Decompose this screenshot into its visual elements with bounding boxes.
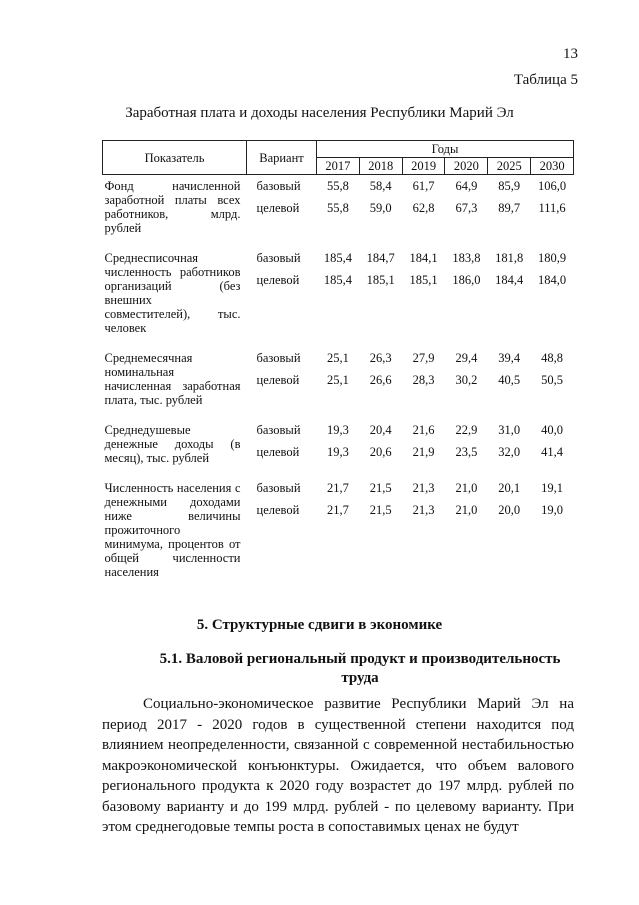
value-cell [317,175,360,248]
header-year: 2030 [531,158,574,175]
value-text: 20,0 [498,503,521,517]
value-text: 19,3 [326,445,349,459]
value-text: 22,9 [455,423,478,437]
value-text: 64,9 [455,179,478,193]
variant-name: целевой [256,273,300,287]
value-cell [359,477,402,591]
header-year: 2017 [317,158,360,175]
value-text: 62,8 [412,201,435,215]
header-year: 2020 [445,158,488,175]
value-cell [445,477,488,591]
value-cell [317,347,360,419]
value-text: 185,1 [409,273,438,287]
value-cell [445,175,488,248]
value-text: 89,7 [498,201,521,215]
value-cell [531,419,574,477]
value-text: 30,2 [455,373,478,387]
value-text: 61,7 [412,179,435,193]
variant-cell [247,247,317,347]
variant-name: базовый [256,481,301,495]
value-cell [531,347,574,419]
value-text: 19,0 [541,503,563,517]
indicator-cell: Фонд начисленной заработной платы всех работников, млрд. рублей [104,179,241,235]
body-paragraph: Социально-экономическое развитие Республики Марий Эл на период 2017 - 2020 годов в существенной степени находится под влиянием неопределенности, связанной с современной нестабильностью макроэкономической конъюнктуры. Ожидается, что объем валового регионального продукта к 2020 году возрастет до 197 млрд. рублей по базовому варианту и до 199 млрд. рублей - по целевому варианту. При этом среднегодовые темпы роста в сопоставимых ценах не будут [102,696,574,835]
value-cell [531,477,574,591]
value-text: 32,0 [498,445,521,459]
variant-name: базовый [256,351,301,365]
value-text: 20,4 [369,423,392,437]
value-cell [317,477,360,591]
value-text: 40,0 [541,423,563,437]
value-text: 25,1 [326,373,349,387]
value-cell [317,419,360,477]
table-caption: Таблица 5 [513,72,578,88]
value-text: 184,7 [366,251,395,265]
value-cell [488,419,531,477]
value-text: 19,3 [326,423,349,437]
value-cell [488,247,531,347]
value-text: 26,6 [369,373,392,387]
value-cell [359,419,402,477]
value-text: 58,4 [369,179,392,193]
value-cell [445,247,488,347]
value-cell [402,419,445,477]
variant-cell [247,477,317,591]
value-text: 184,4 [495,273,524,287]
variant-name: базовый [256,179,301,193]
value-text: 111,6 [538,201,566,215]
value-text: 59,0 [369,201,392,215]
table-title: Заработная плата и доходы населения Республики Марий Эл [125,105,514,121]
value-text: 183,8 [452,251,481,265]
value-cell [317,247,360,347]
table-row [103,247,574,347]
value-text: 55,8 [326,201,349,215]
value-text: 29,4 [455,351,478,365]
value-text: 55,8 [326,179,349,193]
value-text: 27,9 [412,351,435,365]
variant-name: целевой [256,503,300,517]
value-cell [359,175,402,248]
indicator-cell: Среднедушевые денежные доходы (в месяц), тыс. рублей [104,423,241,465]
value-text: 184,0 [538,273,567,287]
value-cell [402,477,445,591]
value-text: 31,0 [498,423,521,437]
value-text: 185,4 [323,273,352,287]
value-text: 21,3 [412,503,435,517]
indicator-cell: Среднесписочная численность работников организаций (без внешних совместителей), тыс. человек [104,251,241,335]
header-year: 2025 [488,158,531,175]
variant-cell [247,347,317,419]
value-text: 41,4 [541,445,563,459]
value-cell [402,247,445,347]
value-text: 21,3 [412,481,435,495]
value-text: 39,4 [498,351,521,365]
value-text: 186,0 [452,273,481,287]
value-text: 21,7 [326,481,349,495]
value-text: 67,3 [455,201,478,215]
value-text: 19,1 [541,481,563,495]
value-text: 185,4 [323,251,352,265]
header-variant: Вариант [247,141,317,175]
value-text: 21,6 [412,423,435,437]
value-text: 26,3 [369,351,392,365]
variant-cell [247,419,317,477]
section-heading: 5. Структурные сдвиги в экономике [196,617,443,633]
header-years: Годы [317,141,574,158]
value-text: 180,9 [538,251,567,265]
value-cell [531,175,574,248]
value-cell [359,347,402,419]
header-indicator: Показатель [103,141,247,175]
table-row [103,175,574,248]
indicator-cell: Среднемесячная номинальная начисленная заработная плата, тыс. рублей [104,351,241,407]
value-text: 40,5 [498,373,521,387]
table-header-row [103,141,574,158]
value-text: 21,0 [455,481,478,495]
value-text: 50,5 [541,373,563,387]
variant-cell [247,175,317,248]
value-text: 20,6 [369,445,392,459]
value-text: 181,8 [495,251,524,265]
value-text: 85,9 [498,179,521,193]
value-cell [402,347,445,419]
value-text: 21,9 [412,445,435,459]
value-text: 21,0 [455,503,478,517]
value-text: 21,7 [326,503,349,517]
table-row [103,347,574,419]
variant-name: базовый [256,423,301,437]
variant-name: базовый [256,251,301,265]
table-row [103,477,574,591]
value-text: 48,8 [541,351,563,365]
value-text: 185,1 [366,273,395,287]
value-cell [488,477,531,591]
value-cell [402,175,445,248]
value-cell [359,247,402,347]
value-cell [531,247,574,347]
header-year: 2019 [402,158,445,175]
value-text: 21,5 [369,481,392,495]
value-text: 21,5 [369,503,392,517]
value-text: 20,1 [498,481,521,495]
value-cell [488,175,531,248]
value-text: 25,1 [326,351,349,365]
table-row [103,419,574,477]
value-cell [445,347,488,419]
value-cell [488,347,531,419]
indicator-cell: Численность населения с денежными доходами ниже величины прожиточного минимума, процентов от общей численности населения [104,481,241,579]
value-text: 23,5 [455,445,478,459]
value-cell [445,419,488,477]
salary-income-table [102,140,574,591]
header-year: 2018 [359,158,402,175]
subsection-heading: 5.1. Валовой региональный продукт и производительность труда [159,651,561,686]
variant-name: целевой [256,373,300,387]
value-text: 184,1 [409,251,438,265]
variant-name: целевой [256,201,300,215]
value-text: 28,3 [412,373,435,387]
value-text: 106,0 [538,179,567,193]
page-number: 13 [563,46,578,62]
table-header [103,141,574,175]
variant-name: целевой [256,445,300,459]
table-body [103,175,574,592]
